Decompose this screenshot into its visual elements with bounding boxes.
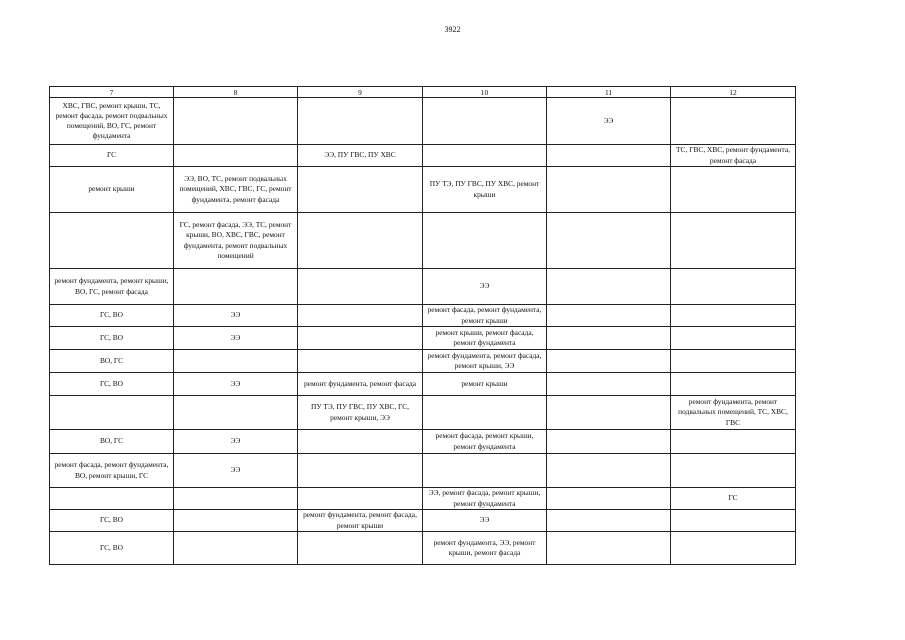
- table-cell: [671, 327, 796, 350]
- table-cell: ЭЭ, ремонт фасада, ремонт крыши, ремонт фундамента: [423, 488, 547, 510]
- table-cell: [671, 454, 796, 488]
- page-number: 3922: [444, 25, 461, 34]
- table-cell: [298, 430, 423, 454]
- table-cell: [671, 350, 796, 373]
- table-cell: ремонт крыши, ремонт фасада, ремонт фундамента: [423, 327, 547, 350]
- table-row: [50, 430, 796, 454]
- table-cell: [298, 269, 423, 305]
- table-cell: ЭЭ: [174, 373, 298, 396]
- table-cell: [423, 454, 547, 488]
- table-cell: ремонт крыши: [423, 373, 547, 396]
- table-row: [50, 510, 796, 532]
- table-cell: ЭЭ: [423, 510, 547, 532]
- table-cell: [547, 430, 671, 454]
- table-row: [50, 98, 796, 145]
- table-cell: ЭЭ: [547, 98, 671, 145]
- table-cell: ремонт крыши: [50, 167, 174, 213]
- table-cell: [174, 350, 298, 373]
- table-cell: ХВС, ГВС, ремонт крыши, ТС, ремонт фасада, ремонт подвальных помещений, ВО, ГС, ремонт фундамента: [50, 98, 174, 145]
- table-cell: ВО, ГС: [50, 350, 174, 373]
- table-cell: ремонт фундамента, ремонт фасада, ремонт крыши: [298, 510, 423, 532]
- table-cell: ПУ ТЭ, ПУ ГВС, ПУ ХВС, ремонт крыши: [423, 167, 547, 213]
- table-cell: [298, 488, 423, 510]
- table-cell: [298, 532, 423, 565]
- column-header: 7: [50, 87, 174, 98]
- table-cell: ремонт фундамента, ремонт крыши, ВО, ГС, ремонт фасада: [50, 269, 174, 305]
- table-row: [50, 327, 796, 350]
- table-row: [50, 213, 796, 269]
- table-cell: [174, 510, 298, 532]
- table-cell: [423, 213, 547, 269]
- table-cell: [547, 454, 671, 488]
- table-cell: ГС, ВО: [50, 327, 174, 350]
- table-row: [50, 167, 796, 213]
- table-row: [50, 454, 796, 488]
- table-cell: [547, 305, 671, 327]
- table-cell: ГС: [671, 488, 796, 510]
- table-cell: [298, 305, 423, 327]
- table-cell: [547, 532, 671, 565]
- table-cell: [671, 98, 796, 145]
- table-cell: ЭЭ, ПУ ГВС, ПУ ХВС: [298, 145, 423, 167]
- table-cell: [174, 98, 298, 145]
- table-cell: ремонт фундамента, ЭЭ, ремонт крыши, ремонт фасада: [423, 532, 547, 565]
- table-cell: [50, 396, 174, 430]
- table-cell: [671, 510, 796, 532]
- table-cell: [50, 213, 174, 269]
- table-header-row: [50, 87, 796, 98]
- table-cell: [298, 213, 423, 269]
- table-cell: [547, 510, 671, 532]
- table-cell: ЭЭ: [174, 327, 298, 350]
- table-row: [50, 269, 796, 305]
- table-cell: [671, 213, 796, 269]
- table-cell: ВО, ГС: [50, 430, 174, 454]
- table-row: [50, 532, 796, 565]
- table-cell: ЭЭ: [174, 454, 298, 488]
- table-cell: [50, 488, 174, 510]
- table-cell: ГС, ремонт фасада, ЭЭ, ТС, ремонт крыши, ВО, ХВС, ГВС, ремонт фундамента, ремонт подвальных помещений: [174, 213, 298, 269]
- table-cell: [671, 305, 796, 327]
- table-cell: [298, 167, 423, 213]
- table-cell: ремонт фундамента, ремонт фасада, ремонт крыши, ЭЭ: [423, 350, 547, 373]
- table-cell: ЭЭ: [174, 305, 298, 327]
- table-cell: [671, 430, 796, 454]
- table-cell: ГС, ВО: [50, 532, 174, 565]
- table-cell: ремонт фундамента, ремонт подвальных помещений, ТС, ХВС, ГВС: [671, 396, 796, 430]
- column-header: 11: [547, 87, 671, 98]
- table-cell: [671, 532, 796, 565]
- table-cell: [174, 396, 298, 430]
- table-cell: [547, 167, 671, 213]
- table-row: [50, 396, 796, 430]
- table-cell: [298, 454, 423, 488]
- table-cell: ЭЭ, ВО, ТС, ремонт подвальных помещений, ХВС, ГВС, ГС, ремонт фундамента, ремонт фасада: [174, 167, 298, 213]
- table-cell: ТС, ГВС, ХВС, ремонт фундамента, ремонт фасада: [671, 145, 796, 167]
- table-cell: [298, 350, 423, 373]
- table-row: [50, 373, 796, 396]
- table-row: [50, 350, 796, 373]
- table-cell: [174, 532, 298, 565]
- column-header: 8: [174, 87, 298, 98]
- table-cell: [423, 98, 547, 145]
- table-cell: ГС, ВО: [50, 305, 174, 327]
- table-row: [50, 305, 796, 327]
- table-cell: [547, 145, 671, 167]
- table-cell: ремонт фасада, ремонт крыши, ремонт фундамента: [423, 430, 547, 454]
- table-cell: [423, 396, 547, 430]
- table-cell: [174, 488, 298, 510]
- table-cell: ремонт фундамента, ремонт фасада: [298, 373, 423, 396]
- table-cell: [547, 269, 671, 305]
- table-cell: ГС: [50, 145, 174, 167]
- table-cell: ГС, ВО: [50, 510, 174, 532]
- column-header: 9: [298, 87, 423, 98]
- table-cell: [547, 350, 671, 373]
- table-cell: [547, 488, 671, 510]
- table-cell: ремонт фасада, ремонт фундамента, ВО, ремонт крыши, ГС: [50, 454, 174, 488]
- column-header: 10: [423, 87, 547, 98]
- table-cell: [174, 145, 298, 167]
- table-cell: [671, 269, 796, 305]
- table-cell: [547, 396, 671, 430]
- table-cell: ЭЭ: [174, 430, 298, 454]
- table-cell: [547, 373, 671, 396]
- table-cell: [671, 167, 796, 213]
- table-cell: ГС, ВО: [50, 373, 174, 396]
- table-cell: ЭЭ: [423, 269, 547, 305]
- table-cell: [547, 213, 671, 269]
- table-cell: [298, 327, 423, 350]
- table-cell: [671, 373, 796, 396]
- data-table: [49, 86, 796, 565]
- table-cell: [174, 269, 298, 305]
- table-cell: [547, 327, 671, 350]
- table-cell: ремонт фасада, ремонт фундамента, ремонт крыши: [423, 305, 547, 327]
- table-row: [50, 488, 796, 510]
- table-cell: [298, 98, 423, 145]
- table-cell: [423, 145, 547, 167]
- column-header: 12: [671, 87, 796, 98]
- table-row: [50, 145, 796, 167]
- table-cell: ПУ ТЭ, ПУ ГВС, ПУ ХВС, ГС, ремонт крыши, ЭЭ: [298, 396, 423, 430]
